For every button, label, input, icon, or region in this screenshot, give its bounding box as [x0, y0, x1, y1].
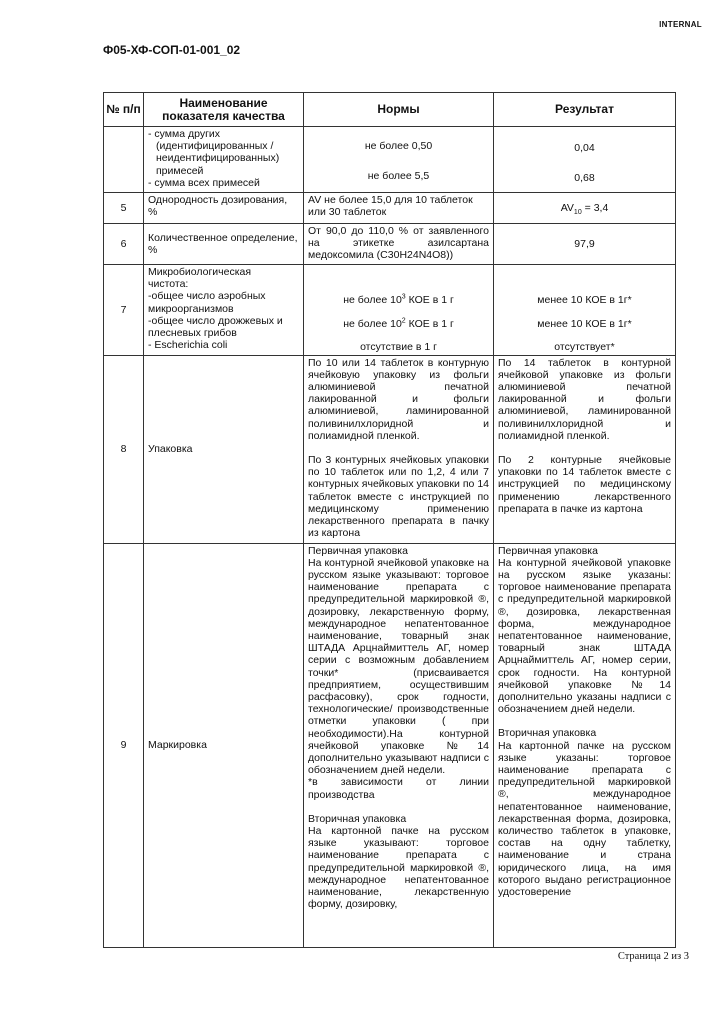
name-line: примесей — [156, 164, 204, 177]
result-aerobic: менее 10 КОЕ в 1г* — [537, 294, 632, 306]
row8-norms — [304, 355, 494, 543]
table-row-8 — [104, 355, 676, 543]
norm-total-impurities: не более 5,5 — [367, 170, 430, 183]
row-number: 7 — [104, 265, 144, 356]
row-number: 5 — [104, 193, 144, 224]
result-ecoli: отсутствует* — [554, 341, 615, 354]
row5-norm: AV не более 15,0 для 10 таблеток или 30 таблеток — [304, 193, 494, 224]
row7-results — [494, 265, 676, 356]
page-number: Страница 2 из 3 — [617, 951, 689, 962]
norm-secondary-title: Вторичная упаковка — [308, 812, 407, 825]
norm-yeast — [308, 318, 489, 330]
table-row-7 — [104, 265, 676, 356]
table-row-9 — [104, 543, 676, 947]
norm-yeast-pre: не более 10 — [343, 318, 402, 331]
name-line: - Escherichia coli — [148, 339, 228, 352]
row6-name: Количественное определение, % — [144, 224, 304, 265]
row7-name — [144, 265, 304, 356]
row-impurities-norms — [304, 127, 494, 193]
result-secondary-title: Вторичная упаковка — [498, 727, 597, 740]
name-line: (идентифицированных / — [156, 140, 274, 153]
row-number: 9 — [104, 543, 144, 947]
norm-footnote: *в зависимости от линии производства — [308, 776, 489, 801]
norm-packaging-p2: По 3 контурных ячейковых упаковки по 10 таблеток или по 1,2, 4 или 7 контурных ячейковых упаковки по 14 таблеток вместе с инструкцией по медицинскому применению лекарственного препарата в пачку из картона — [308, 454, 489, 540]
result-primary-text: На контурной ячейковой упаковке на русском языке указаны: торговое наименование препарата с предупредительной маркировкой ®, дозировка, лекарственная форма, международное непатентованное наименование, товарный знак ШТАДА Арцнаймиттель АГ, номер серии, срок годности. На контурной ячейковой упаковке №14 дополнительно указаны надписи с обозначением дней недели. — [498, 556, 671, 716]
row5-result — [494, 193, 676, 224]
result-av-subscript: 10 — [573, 208, 582, 216]
norm-aerobic — [308, 294, 489, 306]
result-yeast: менее 10 КОЕ в 1г* — [537, 318, 632, 331]
norm-aerobic-pre: не более 10 — [343, 294, 402, 306]
name-line: Микробиологическая — [148, 266, 252, 278]
col-header-name: Наименование показателя качества — [144, 93, 304, 127]
name-line: -общее число аэробных — [148, 290, 266, 303]
row6-norm: От 90,0 до 110,0 % от заявленного на этикетке азилсартана медоксомила (C30H24N4O8)) — [304, 224, 494, 265]
norm-aerobic-post: КОЕ в 1 г — [405, 294, 454, 306]
row9-results — [494, 543, 676, 947]
norm-secondary-text: На картонной пачке на русском языке указывают: торговое наименование препарата с предупредительной маркировкой ®, международное непатентованное наименование, лекарственную форму, дозировку, — [308, 825, 489, 911]
table-header-row — [104, 93, 676, 127]
result-total-impurities: 0,68 — [574, 172, 595, 185]
name-line: - сумма всех примесей — [148, 176, 260, 189]
row5-name: Однородность дозирования, % — [144, 193, 304, 224]
row8-name: Упаковка — [144, 355, 304, 543]
row-number: 6 — [104, 224, 144, 265]
row-impurities-name — [144, 127, 304, 193]
classification-label: INTERNAL — [659, 20, 702, 29]
norm-primary-text: На контурной ячейковой упаковке на русском языке указывают: торговое наименование препарата с предупредительной маркировкой ®, дозировку, лекарственную форму, международное непатентованное наименование, товарный знак ШТАДА Арцнаймиттель АГ, номер серии с возможным добавлением точки* (присваивается предприятием, осуществившим расфасовку), срок годности, технологические/ производственные отметки упаковки ( при необходимости).На контурной ячейковой упаковке №14 дополнительно указывают надписи с обозначением дней недели. — [308, 556, 489, 777]
row7-norms — [304, 265, 494, 356]
norm-other-impurities: не более 0,50 — [364, 140, 433, 152]
result-packaging-p1: По 14 таблеток в контурной ячейковой упаковке из фольги алюминиевой печатной лакированной и фольги алюминиевой, ламинированной поливинилхлоридной и полиамидной пленкой. — [498, 356, 671, 442]
name-line: - сумма других — [148, 128, 221, 140]
row6-result: 97,9 — [494, 224, 676, 265]
col-header-num: № п/п — [104, 93, 144, 127]
row-impurities-result — [494, 127, 676, 193]
col-header-result: Результат — [494, 93, 676, 127]
norm-yeast-post: КОЕ в 1 г — [405, 318, 454, 331]
row-num-empty — [104, 127, 144, 193]
row8-results — [494, 355, 676, 543]
name-line: плесневых грибов — [148, 327, 237, 340]
result-primary-title: Первичная упаковка — [498, 544, 598, 557]
name-line: микроорганизмов — [148, 302, 234, 315]
name-line: чистота: — [148, 278, 189, 291]
table-row-5 — [104, 193, 676, 224]
norm-aerobic-exp: 3 — [401, 293, 406, 301]
row-number: 8 — [104, 355, 144, 543]
col-header-norms: Нормы — [304, 93, 494, 127]
result-secondary-text: На картонной пачке на русском языке указаны: торговое наименование препарата с предупредительной маркировкой ®, международное непатентованное наименование, лекарственная форма, дозировка, количество таблеток в упаковке, состав на одну таблетку, наименование и страна юридического лица, на имя которого выдано регистрационное удостоверение — [498, 739, 671, 899]
norm-yeast-exp: 2 — [401, 317, 406, 325]
name-line: -общее число дрожжевых и — [148, 314, 283, 327]
table-row-impurities — [104, 127, 676, 193]
norm-packaging-p1: По 10 или 14 таблеток в контурную ячейковую упаковку из фольги алюминиевой печатной лакированной и фольги алюминиевой, ламинированной поливинилхлоридной и полиамидной пленкой. — [308, 356, 489, 442]
result-packaging-p2: По 2 контурные ячейковые упаковки по 14 таблеток вместе с инструкцией по медицинскому применению лекарственного препарата в пачке из картона — [498, 454, 671, 515]
result-av: AV — [560, 201, 574, 214]
table-row-6 — [104, 224, 676, 265]
row9-name: Маркировка — [144, 543, 304, 947]
result-av-value: = 3,4 — [584, 201, 609, 214]
norm-primary-title: Первичная упаковка — [308, 544, 408, 557]
norm-ecoli: отсутствие в 1 г — [360, 341, 437, 354]
result-other-impurities: 0,04 — [574, 142, 595, 154]
name-line: неидентифицированных) — [156, 152, 280, 165]
form-code: Ф05-ХФ-СОП-01-001_02 — [103, 43, 241, 57]
row9-norms — [304, 543, 494, 947]
quality-table — [103, 92, 676, 948]
